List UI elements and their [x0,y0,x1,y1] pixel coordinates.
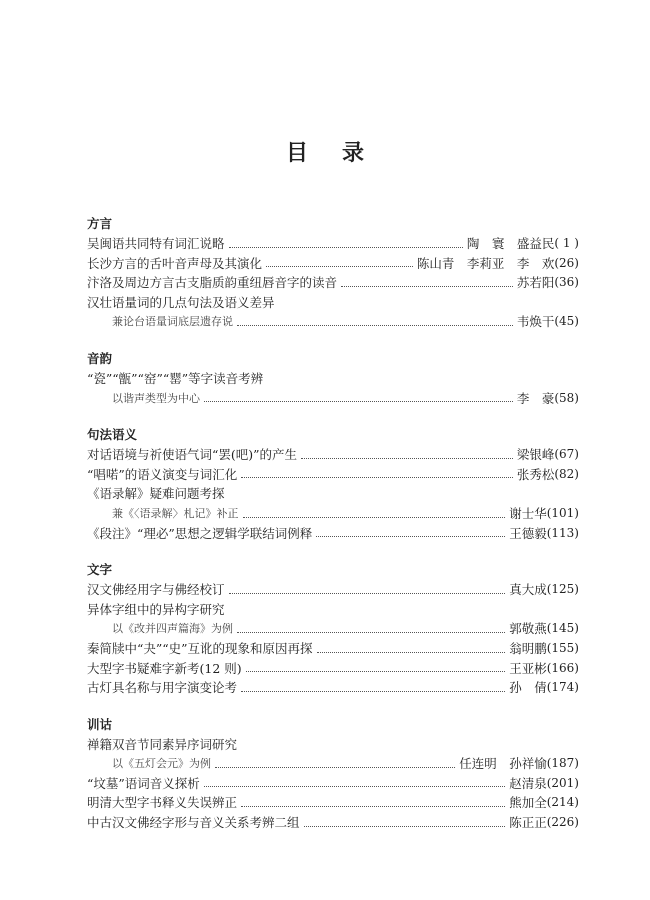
section-heading: 音韵 [87,350,113,366]
entry-authors: 谢士华 [509,505,547,521]
leader-dots [241,806,505,807]
entry-page: (26) [554,255,579,270]
leader-dots [317,652,506,653]
leader-dots [241,477,513,478]
entry-title: 汉壮语量词的几点句法及语义差异 [87,294,275,310]
entry-authors: 王德毅 [509,525,547,541]
toc-section [87,715,579,833]
entry-title: 以谐声类型为中心 [112,391,200,405]
entry-page: (113) [546,525,579,540]
toc-entry[interactable] [87,813,579,833]
entry-page: (125) [546,582,579,597]
toc-entry[interactable] [87,293,579,313]
entry-title: 长沙方言的舌叶音声母及其演化 [87,255,263,271]
toc-subtitle-entry[interactable] [87,619,579,639]
entry-authors: 陶 寰 盛益民 [466,236,555,251]
leader-dots [229,247,463,248]
entry-title: “坟墓”语词音义探析 [87,775,200,791]
leader-dots [301,458,513,459]
entry-page: (214) [546,795,579,810]
toc-entry[interactable] [87,735,579,755]
entry-page: (145) [546,621,579,636]
leader-dots [304,826,506,827]
entry-title: 汴洛及周边方言古支脂质韵重纽唇音字的读音 [87,275,338,291]
toc-section [87,560,579,698]
leader-dots [246,671,506,672]
entry-title: 兼《〈语录解〉札记》补正 [112,506,239,520]
toc-entry[interactable] [87,793,579,813]
entry-title: 中古汉文佛经字形与音义关系考辨二组 [87,815,300,831]
entry-page: (82) [554,466,579,481]
entry-page: (174) [546,680,579,695]
toc-entry[interactable] [87,234,579,254]
entry-title: 以《改并四声篇海》为例 [112,622,233,636]
leader-dots [341,286,513,287]
toc-subtitle-entry[interactable] [87,389,579,409]
entry-page: (155) [546,640,579,655]
entry-title: “唱喏”的语义演变与词汇化 [87,466,238,482]
toc-entry[interactable] [87,774,579,794]
leader-dots [316,536,505,537]
entry-title: 对话语境与祈使语气词“罢(吧)”的产生 [87,447,298,463]
toc-entry[interactable] [87,639,579,659]
entry-authors: 李 豪 [516,390,555,406]
entry-title: 汉文佛经用字与佛经校订 [87,582,225,598]
entry-authors: 孙 倩 [509,680,547,696]
toc-subtitle-entry[interactable] [87,504,579,524]
entry-authors: 张秀松 [516,466,555,482]
toc-subtitle-entry[interactable] [87,312,579,332]
leader-dots [237,632,505,633]
entry-authors: 真大成 [509,582,547,598]
entry-title: 兼论台语量词底层遗存说 [112,315,233,329]
entry-title: 古灯具名称与用字演变论考 [87,680,238,696]
entry-authors: 赵清泉 [509,775,547,791]
leader-dots [241,691,505,692]
entry-authors: 韦焕干 [516,314,555,330]
toc-entry[interactable] [87,445,579,465]
toc-entry[interactable] [87,524,579,544]
entry-title: 秦简牍中“夬”“史”互讹的现象和原因再探 [87,640,313,656]
entry-authors: 陈正正 [509,815,547,831]
toc-entry[interactable] [87,273,579,293]
toc-entry[interactable] [87,580,579,600]
toc-entry[interactable] [87,600,579,620]
entry-title: 大型字书疑难字新考(12 则) [87,660,242,676]
section-heading: 句法语义 [87,427,138,443]
entry-page: (226) [546,815,579,830]
table-of-contents [87,214,579,850]
entry-page: (101) [546,505,579,520]
leader-dots [204,401,513,402]
entry-page: (67) [554,447,579,462]
entry-authors: 任连明 孙祥愉 [459,756,547,772]
toc-entry[interactable] [87,369,579,389]
entry-authors: 翁明鹏 [509,640,547,656]
entry-title: 吴闽语共同特有词汇说略 [87,236,225,251]
entry-authors: 王亚彬 [509,660,547,676]
entry-page: ( 1 ) [554,236,579,250]
leader-dots [229,593,506,594]
entry-page: (187) [546,756,579,771]
entry-title: 《语录解》疑难问题考探 [87,486,225,502]
toc-entry[interactable] [87,465,579,485]
entry-authors: 郭敬燕 [509,621,547,637]
entry-title: “瓷”“甑”“窑”“罂”等字读音考辨 [87,370,264,386]
leader-dots [215,767,455,768]
entry-page: (58) [554,390,579,405]
section-heading: 训诂 [87,716,113,732]
toc-subtitle-entry[interactable] [87,754,579,774]
leader-dots [204,786,505,787]
entry-authors: 梁银峰 [516,447,555,463]
leader-dots [266,266,413,267]
entry-title: 《段注》“理必”思想之逻辑学联结词例释 [87,525,313,541]
leader-dots [237,325,513,326]
entry-title: 禅籍双音节同素异序词研究 [87,736,238,752]
entry-title: 异体字组中的异构字研究 [87,601,225,617]
entry-page: (36) [554,275,579,290]
entry-authors: 陈山青 李莉亚 李 欢 [416,255,555,271]
toc-entry[interactable] [87,254,579,274]
entry-authors: 苏若阳 [516,275,555,291]
toc-section [87,214,579,332]
entry-title: 以《五灯会元》为例 [112,757,211,771]
entry-authors: 熊加全 [509,795,547,811]
toc-entry[interactable] [87,659,579,679]
toc-section [87,425,579,543]
toc-section [87,349,579,408]
leader-dots [243,517,506,518]
toc-entry[interactable] [87,484,579,504]
entry-page: (166) [546,660,579,675]
section-heading: 方言 [87,216,113,231]
entry-title: 明清大型字书释义失误辨正 [87,795,238,811]
entry-page: (45) [554,314,579,329]
entry-page: (201) [546,775,579,790]
toc-entry[interactable] [87,678,579,698]
section-heading: 文字 [87,562,113,578]
page-title: 目录 [285,141,398,166]
